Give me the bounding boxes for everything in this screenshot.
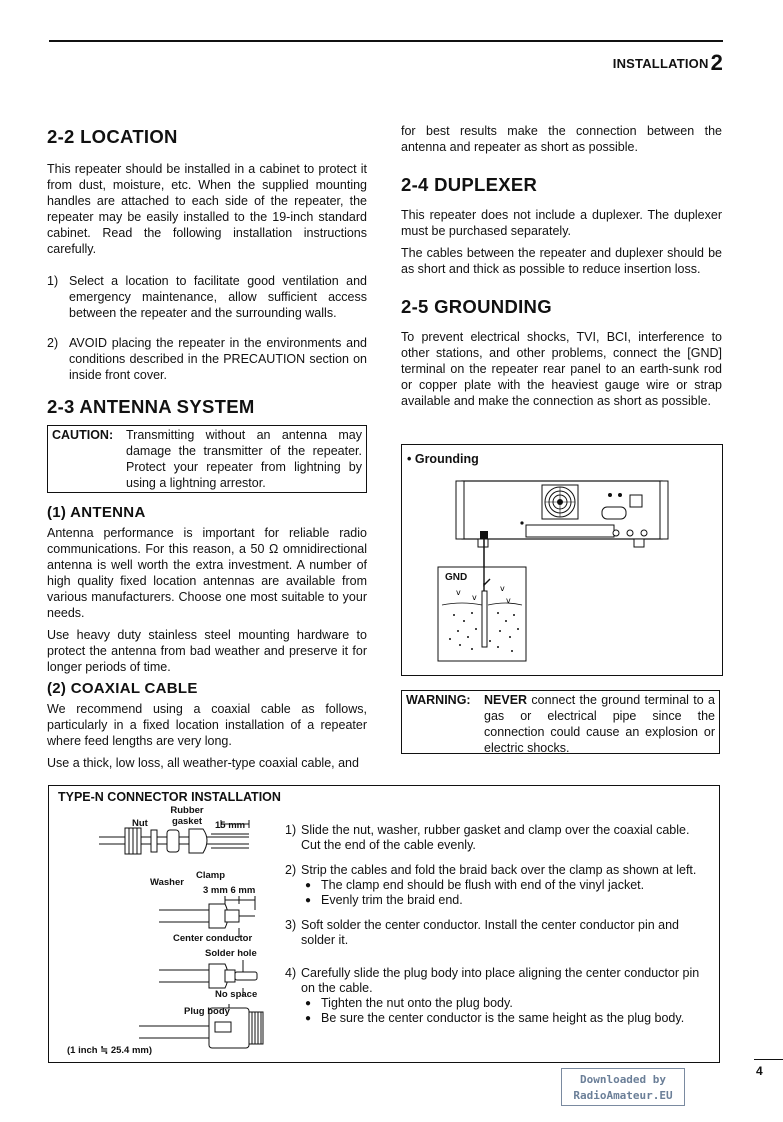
warning-text: NEVER connect the ground terminal to a gas or electrical pipe since the connection could cause an explosion or electric shocks. (484, 693, 715, 755)
connector-title: TYPE-N CONNECTOR INSTALLATION (58, 790, 281, 804)
caution-box (47, 425, 367, 493)
grounding-figure (401, 444, 723, 676)
warning-box (401, 690, 720, 754)
svg-text:ᴠ: ᴠ (456, 588, 461, 597)
connector-diagram (49, 800, 309, 1060)
label-center-conductor: Center conductor (173, 933, 253, 944)
page-number-rule (754, 1059, 783, 1060)
svg-text:ᴠ: ᴠ (472, 593, 477, 602)
svg-text:ᴠ: ᴠ (500, 584, 505, 593)
mounting-handle-right (660, 481, 668, 539)
grounding-figure-title: • Grounding (407, 452, 479, 466)
page-number: 4 (756, 1064, 763, 1078)
label-clamp: Clamp (196, 870, 226, 881)
label-no-space: No space (215, 989, 258, 1000)
grounding-diagram (402, 445, 722, 675)
grounding-heading: 2-5 GROUNDING (401, 296, 552, 317)
warning-label: WARNING: (406, 693, 471, 707)
label-solder-hole: Solder hole (205, 948, 257, 959)
list-item: 4) Carefully slide the plug body into place aligning the center conductor pin on the cable. (285, 966, 700, 995)
list-item: 2) Strip the cables and fold the braid back over the clamp as shown at left. (285, 863, 697, 877)
left-column (47, 126, 367, 777)
ground-rod (482, 591, 487, 647)
label-washer: Washer (150, 877, 184, 888)
header-rule (49, 40, 723, 42)
list-item: ● The clamp end should be flush with end of the vinyl jacket. (305, 878, 645, 892)
running-header (613, 50, 723, 76)
grounding-paragraph: To prevent electrical shocks, TVI, BCI, interference to other stations, and other problems, connect the [GND] terminal on the repeater rear panel to an earth-sunk rod or copper plate with the heaviest gauge wire or strap available and make the connection as short as possible. (401, 330, 722, 408)
antenna-paragraph-2: Use heavy duty stainless steel mounting hardware to protect the antenna from bad weather and preserve it for longer periods of time. (47, 628, 367, 674)
label-plug-body: Plug body (184, 1006, 230, 1017)
location-heading: 2-2 LOCATION (47, 126, 178, 147)
step2-stripped-cable (159, 896, 255, 938)
duplexer-paragraph-1: This repeater does not include a duplexer. The duplexer must be purchased separately. (401, 208, 722, 238)
caution-label: CAUTION: (52, 428, 114, 442)
list-item: 1) Select a location to facilitate good ventilation and emergency maintenance, allow sufficient access between the repeater and the surrounding walls. (47, 274, 367, 320)
gnd-label: GND (445, 572, 468, 583)
svg-text:ᴠ: ᴠ (506, 596, 511, 605)
connector-steps (285, 823, 711, 1026)
coaxial-paragraph-1: We recommend using a coaxial cable as follows, particularly in a fixed location installation of a repeater where feed lengths are very long. (47, 702, 367, 748)
continuation-text: for best results make the connection between the antenna and repeater as short as possible. (401, 124, 722, 154)
connector-installation-box (48, 785, 720, 1063)
label-15mm: 15 mm (215, 820, 246, 831)
caution-text: Transmitting without an antenna may damage the transmitter of the repeater. Protect your repeater from lightning by using a lightning arrestor. (126, 428, 362, 490)
location-list (47, 273, 367, 383)
list-item: 1) Slide the nut, washer, rubber gasket and clamp over the coaxial cable. Cut the end of the cable evenly. (285, 823, 690, 852)
antenna-system-heading: 2-3 ANTENNA SYSTEM (47, 396, 255, 417)
antenna-paragraph-1: Antenna performance is important for reliable radio communications. For this reason, a 50 Ω omnidirectional antenna is well worth the extra investment. A number of high quality fixed location antennas are available from various manufacturers. Choose one most suitable to your needs. (47, 526, 367, 620)
label-3mm-6mm: 3 mm 6 mm (203, 885, 256, 896)
inch-conversion-note: (1 inch ≒ 25.4 mm) (67, 1045, 153, 1056)
label-nut: Nut (132, 818, 148, 829)
list-item: 3) Soft solder the center conductor. Install the center conductor pin and solder it. (285, 918, 680, 947)
right-column (401, 123, 722, 415)
duplexer-heading: 2-4 DUPLEXER (401, 174, 538, 195)
duplexer-paragraph-2: The cables between the repeater and duplexer should be as short and thick as possible to reduce insertion loss. (401, 246, 722, 276)
list-item: 2) AVOID placing the repeater in the environments and conditions described in the PRECAUTION section on inside front cover. (47, 336, 367, 382)
antenna-subheading: (1) ANTENNA (47, 504, 146, 521)
gnd-terminal (480, 531, 488, 539)
header-chapter-number: 2 (710, 50, 723, 75)
list-item: ● Be sure the center conductor is the same height as the plug body. (305, 1011, 685, 1025)
label-rubber-gasket: Rubber gasket (170, 805, 204, 827)
coaxial-subheading: (2) COAXIAL CABLE (47, 680, 198, 697)
header-section: INSTALLATION (612, 56, 709, 71)
list-item: ● Tighten the nut onto the plug body. (305, 996, 513, 1010)
mounting-handle-left (456, 481, 464, 539)
list-item: ● Evenly trim the braid end. (305, 893, 463, 907)
coaxial-paragraph-2: Use a thick, low loss, all weather-type coaxial cable, and (47, 756, 359, 770)
location-intro: This repeater should be installed in a cabinet to protect it from dust, moisture, etc. When the supplied mounting handles are attached to each side of the repeater, the repeater may be easily installed to the 19-inch standard cabinet. Read the following installation instructions carefully. (47, 162, 367, 256)
download-badge: Downloaded by RadioAmateur.EU (561, 1068, 685, 1106)
